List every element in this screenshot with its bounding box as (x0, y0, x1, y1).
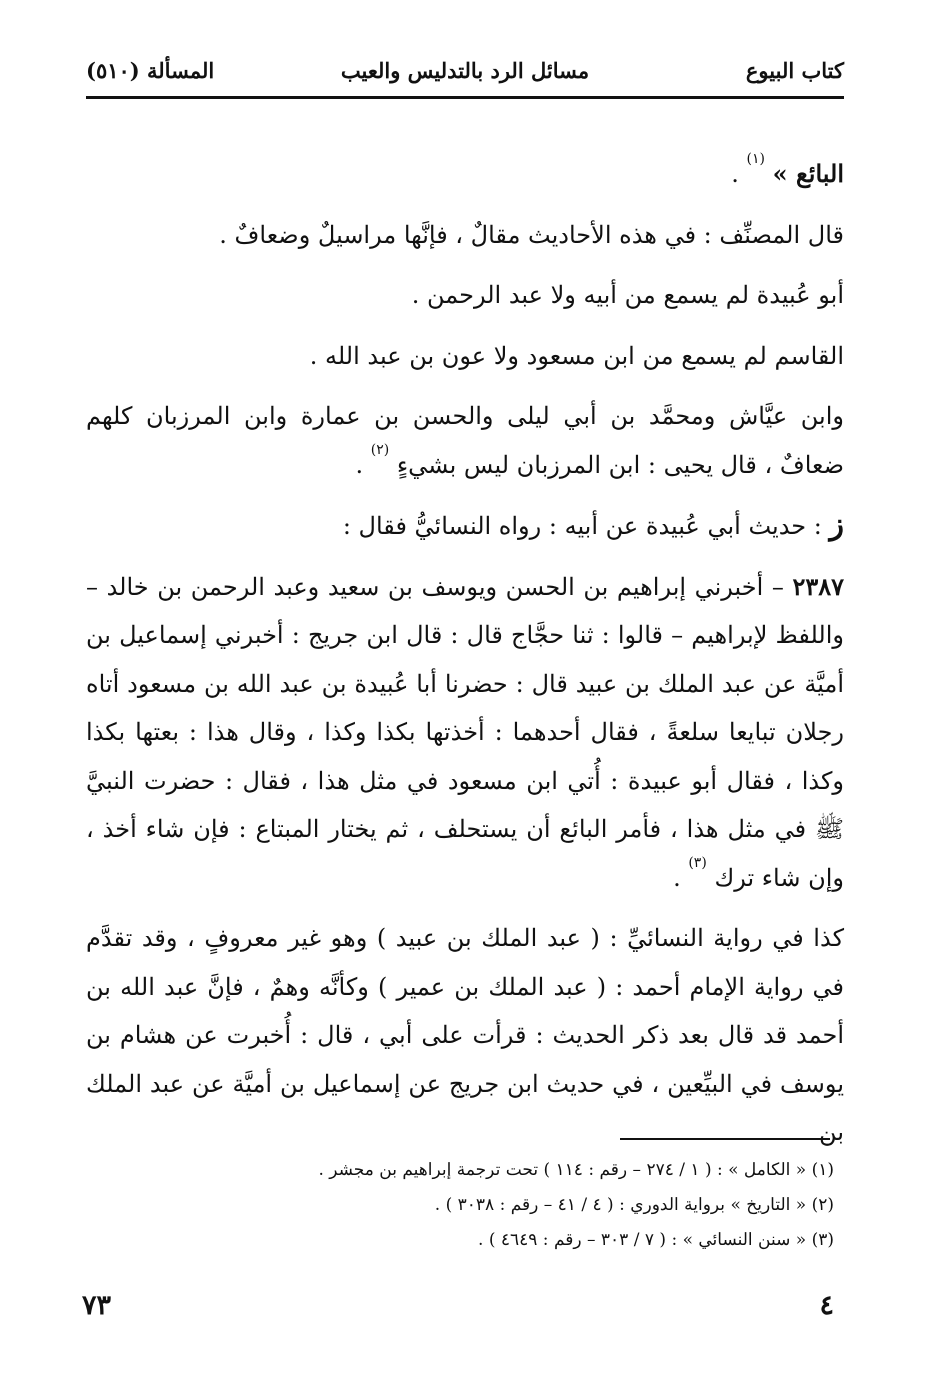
paragraph-5-end: . (355, 450, 371, 479)
paragraph-6 (86, 501, 844, 551)
paragraph-7 (86, 563, 844, 903)
page-number-left: ٧٣ (82, 1290, 112, 1321)
running-header (86, 52, 844, 92)
page-number-right: ٤ (819, 1290, 834, 1321)
footnote-rule (620, 1138, 830, 1140)
section-letter: ز (829, 507, 844, 542)
hadith-number: ٢٣٨٧ (792, 571, 844, 601)
paragraph-4: القاسم لم يسمع من ابن مسعود ولا عون بن عبد الله . (309, 341, 844, 370)
header-book-title: كتاب البيوع (745, 58, 844, 83)
paragraph-1-end: . (731, 160, 747, 188)
header-rule (86, 96, 844, 99)
paragraph-6-text: : حديث أبي عُبيدة عن أبيه : رواه النسائيُّ فقال : (342, 512, 822, 540)
paragraph-5-text: وابن عيَّاش ومحمَّد بن أبي ليلى والحسن بن عمارة وابن المرزبان كلهم ضعافٌ ، قال يحيى : ابن المرزبان ليس بشيءٍ (86, 402, 844, 479)
footnote-ref-3: (٣) (688, 854, 707, 871)
footnote-2: (٢) « التاريخ » برواية الدوري : ( ٤ / ٤١ – رقم : ٣٠٣٨ ) . (434, 1195, 834, 1215)
main-text (86, 150, 844, 1169)
header-issue-number: المسألة (٥١٠) (86, 58, 215, 83)
footnote-ref-1: (١) (746, 151, 766, 167)
paragraph-7-end: . (673, 863, 689, 892)
paragraph-1-text: البائع » (772, 159, 844, 188)
paragraph-3: أبو عُبيدة لم يسمع من أبيه ولا عبد الرحمن . (411, 281, 844, 309)
header-chapter-title: مسائل الرد بالتدليس والعيب (340, 58, 590, 83)
paragraph-2: قال المصنِّف : في هذه الأحاديث مقالٌ ، فإنَّها مراسيلٌ وضعافٌ . (219, 220, 844, 249)
footnote-ref-2: (٢) (370, 441, 390, 458)
footnote-3: (٣) « سنن النسائي » : ( ٧ / ٣٠٣ – رقم : ٤٦٤٩ ) . (478, 1230, 834, 1250)
footnotes (120, 1153, 834, 1258)
paragraph-5 (86, 392, 844, 489)
footnote-1: (١) « الكامل » : ( ١ / ٢٧٤ – رقم : ١١٤ ) تحت ترجمة إبراهيم بن مجشر . (318, 1160, 834, 1180)
paragraph-1 (86, 150, 844, 199)
paragraph-7-text: – أخبرني إبراهيم بن الحسن ويوسف بن سعيد وعبد الرحمن بن خالد – واللفظ لإبراهيم – قالوا : ثنا حجَّاج قال : قال ابن جريج : أخبرني إسماعيل بن أميَّة عن عبد الملك بن عبيد قال : حضرنا أبا عُبيدة بن عبد الله بن مسعود أتاه رجلان تبايعا سلعةً ، فقال أحدهما : أخذتها بكذا وكذا ، وقال هذا : بعتها بكذا وكذا ، فقال أبو عبيدة : أُتي ابن مسعود في مثل هذا ، فقال : حضرت النبيَّ ﷺ في مثل هذا ، فأمر البائع أن يستحلف ، ثم يختار المبتاع : فإن شاء أخذ ، وإن شاء ترك (86, 572, 844, 892)
paragraph-8: كذا في رواية النسائيِّ : ( عبد الملك بن عبيد ) وهو غير معروفٍ ، وقد تقدَّم في رواية الإمام أحمد : ( عبد الملك بن عمير ) وكأنَّه وهمٌ ، فإنَّ عبد الله بن أحمد قد قال بعد ذكر الحديث : قرأت على أبي ، قال : أُخبرت عن هشام بن يوسف في البيِّعين ، في حديث ابن جريج عن إسماعيل بن أميَّة عن عبد الملك بن (86, 924, 844, 1146)
